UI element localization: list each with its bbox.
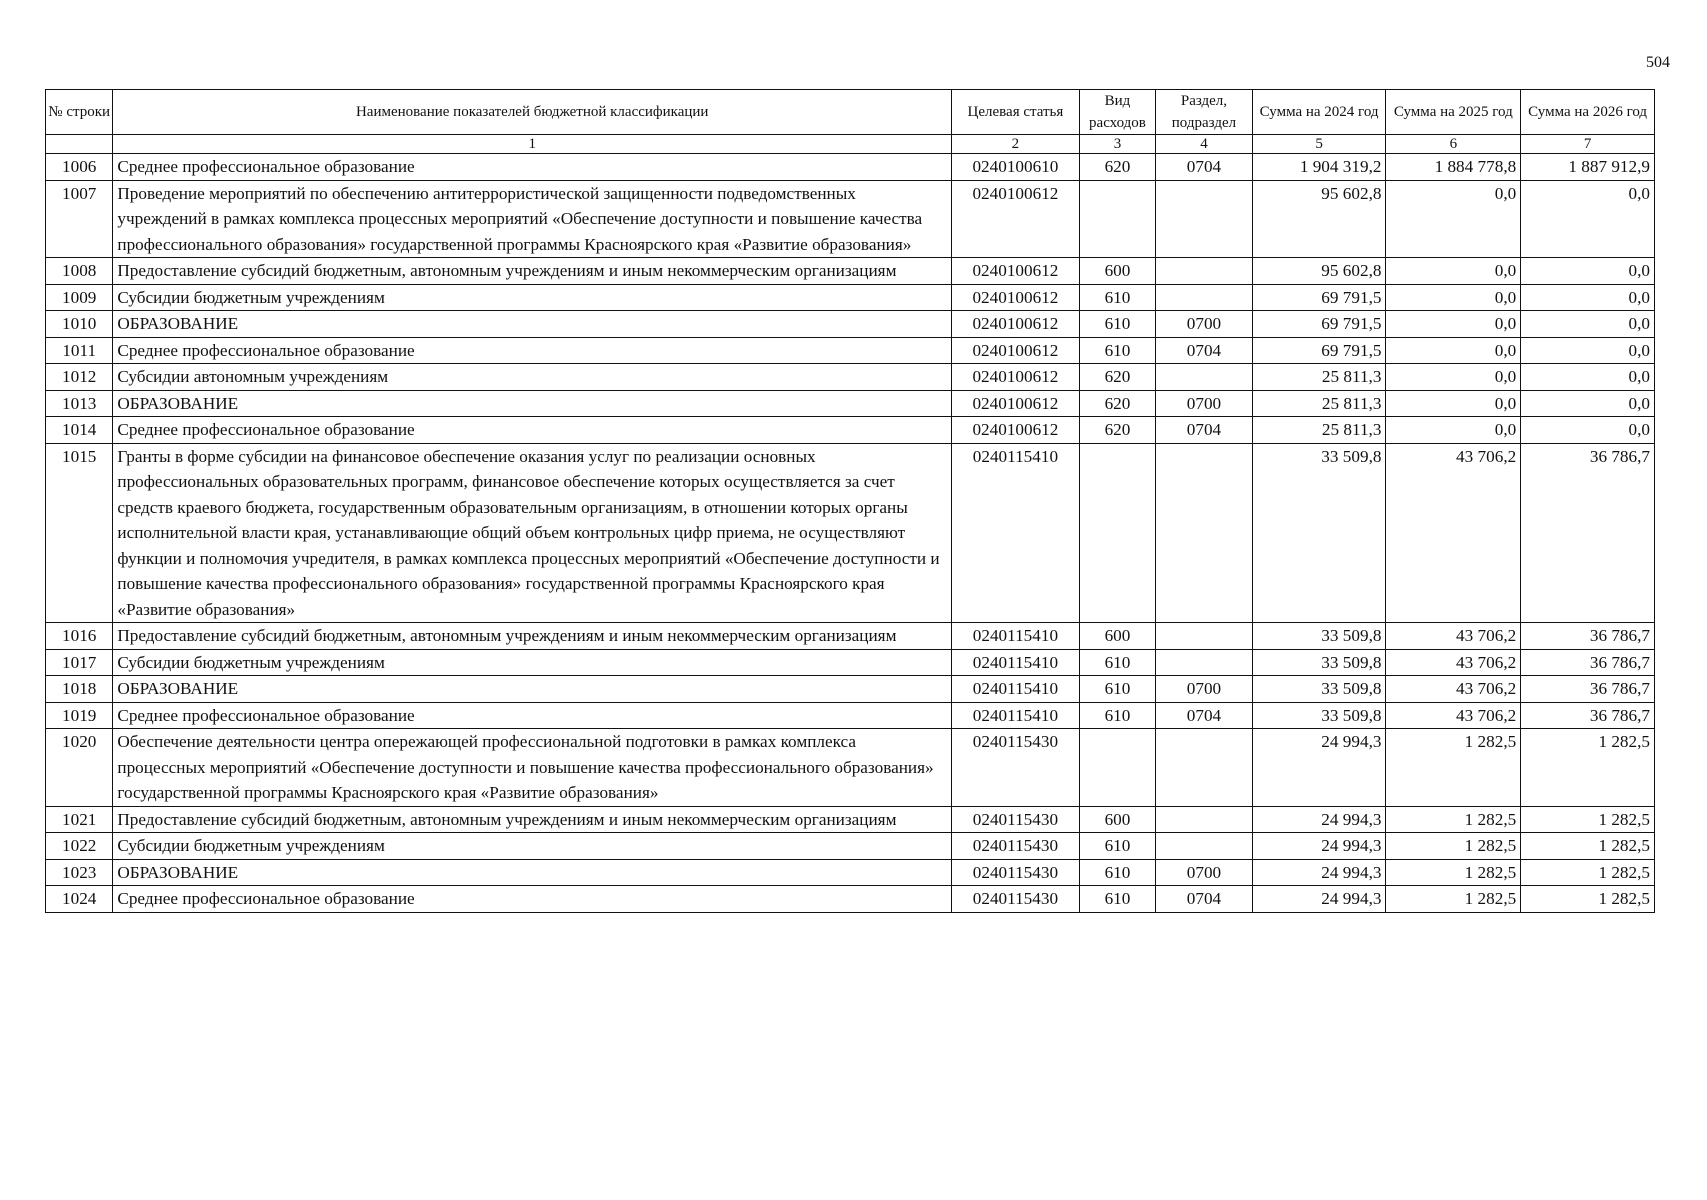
expense-type: 600 xyxy=(1079,806,1155,833)
indicator-name: Предоставление субсидий бюджетным, автономным учреждениям и иным некоммерческим организациям xyxy=(113,258,952,285)
expense-type: 600 xyxy=(1079,258,1155,285)
header-amount-2024: Сумма на 2024 год xyxy=(1252,90,1386,135)
amount-2025: 0,0 xyxy=(1386,364,1521,391)
target-article: 0240100612 xyxy=(952,311,1080,338)
header-row xyxy=(46,90,1655,135)
indicator-name: Предоставление субсидий бюджетным, автономным учреждениям и иным некоммерческим организациям xyxy=(113,623,952,650)
budget-table xyxy=(45,89,1655,913)
amount-2024: 33 509,8 xyxy=(1252,443,1386,623)
expense-type: 620 xyxy=(1079,417,1155,444)
amount-2024: 24 994,3 xyxy=(1252,886,1386,913)
table-row xyxy=(46,337,1655,364)
indicator-name: ОБРАЗОВАНИЕ xyxy=(113,859,952,886)
row-number: 1023 xyxy=(46,859,113,886)
target-article: 0240115430 xyxy=(952,806,1080,833)
section-code xyxy=(1156,258,1253,285)
table-body xyxy=(46,154,1655,913)
table-row xyxy=(46,649,1655,676)
header-row-number: № строки xyxy=(46,90,113,135)
amount-2024: 25 811,3 xyxy=(1252,417,1386,444)
expense-type: 610 xyxy=(1079,702,1155,729)
table-row xyxy=(46,258,1655,285)
column-number: 4 xyxy=(1156,135,1253,154)
table-row xyxy=(46,859,1655,886)
table-row xyxy=(46,833,1655,860)
indicator-name: Среднее профессиональное образование xyxy=(113,337,952,364)
column-number: 7 xyxy=(1521,135,1655,154)
amount-2026: 1 282,5 xyxy=(1521,833,1655,860)
indicator-name: Проведение мероприятий по обеспечению антитеррористической защищенности подведомственных учреждений в рамках комплекса процессных мероприятий «Обеспечение доступности и повышение качества профессионального образования» государственной программы Красноярского края «Развитие образования» xyxy=(113,180,952,258)
table-row xyxy=(46,180,1655,258)
expense-type: 610 xyxy=(1079,886,1155,913)
column-number: 6 xyxy=(1386,135,1521,154)
row-number: 1009 xyxy=(46,284,113,311)
row-number: 1015 xyxy=(46,443,113,623)
section-code xyxy=(1156,180,1253,258)
target-article: 0240115430 xyxy=(952,833,1080,860)
section-code xyxy=(1156,443,1253,623)
amount-2026: 0,0 xyxy=(1521,337,1655,364)
section-code: 0700 xyxy=(1156,311,1253,338)
row-number: 1014 xyxy=(46,417,113,444)
table-row xyxy=(46,284,1655,311)
page-number: 504 xyxy=(1646,54,1670,71)
amount-2025: 0,0 xyxy=(1386,258,1521,285)
amount-2026: 36 786,7 xyxy=(1521,443,1655,623)
table-row xyxy=(46,364,1655,391)
header-expense-type: Вид расходов xyxy=(1079,90,1155,135)
amount-2024: 69 791,5 xyxy=(1252,337,1386,364)
row-number: 1011 xyxy=(46,337,113,364)
indicator-name: Среднее профессиональное образование xyxy=(113,417,952,444)
indicator-name: Предоставление субсидий бюджетным, автономным учреждениям и иным некоммерческим организациям xyxy=(113,806,952,833)
amount-2024: 95 602,8 xyxy=(1252,180,1386,258)
amount-2025: 43 706,2 xyxy=(1386,623,1521,650)
expense-type: 610 xyxy=(1079,859,1155,886)
target-article: 0240100612 xyxy=(952,284,1080,311)
row-number: 1013 xyxy=(46,390,113,417)
amount-2026: 0,0 xyxy=(1521,364,1655,391)
indicator-name: Субсидии автономным учреждениям xyxy=(113,364,952,391)
target-article: 0240115430 xyxy=(952,886,1080,913)
amount-2025: 43 706,2 xyxy=(1386,649,1521,676)
amount-2024: 24 994,3 xyxy=(1252,833,1386,860)
column-number: 2 xyxy=(952,135,1080,154)
indicator-name: ОБРАЗОВАНИЕ xyxy=(113,311,952,338)
section-code xyxy=(1156,364,1253,391)
indicator-name: Гранты в форме субсидии на финансовое обеспечение оказания услуг по реализации основных профессиональных образовательных программ, финансовое обеспечение которых осуществляется за счет средств краевого бюджета, государственным образовательным организациям, в отношении которых органы исполнительной власти края, устанавливающие общий объем контрольных цифр приема, не осуществляют функции и полномочия учредителя, в рамках комплекса процессных мероприятий «Обеспечение доступности и повышение качества профессионального образования» государственной программы Красноярского края «Развитие образования» xyxy=(113,443,952,623)
amount-2024: 33 509,8 xyxy=(1252,676,1386,703)
amount-2025: 1 282,5 xyxy=(1386,806,1521,833)
row-number: 1006 xyxy=(46,154,113,181)
row-number: 1021 xyxy=(46,806,113,833)
header-amount-2026: Сумма на 2026 год xyxy=(1521,90,1655,135)
expense-type: 610 xyxy=(1079,833,1155,860)
expense-type: 610 xyxy=(1079,676,1155,703)
indicator-name: Обеспечение деятельности центра опережающей профессиональной подготовки в рамках комплекса процессных мероприятий «Обеспечение доступности и повышение качества профессионального образования» государственной программы Красноярского края «Развитие образования» xyxy=(113,729,952,807)
table-row xyxy=(46,390,1655,417)
amount-2026: 36 786,7 xyxy=(1521,649,1655,676)
amount-2024: 69 791,5 xyxy=(1252,311,1386,338)
table-row xyxy=(46,443,1655,623)
row-number: 1017 xyxy=(46,649,113,676)
target-article: 0240100612 xyxy=(952,390,1080,417)
header-amount-2025: Сумма на 2025 год xyxy=(1386,90,1521,135)
amount-2024: 33 509,8 xyxy=(1252,649,1386,676)
target-article: 0240100612 xyxy=(952,337,1080,364)
section-code xyxy=(1156,623,1253,650)
amount-2026: 0,0 xyxy=(1521,311,1655,338)
column-number-row xyxy=(46,135,1655,154)
amount-2026: 1 282,5 xyxy=(1521,729,1655,807)
amount-2024: 24 994,3 xyxy=(1252,806,1386,833)
section-code xyxy=(1156,729,1253,807)
amount-2025: 1 884 778,8 xyxy=(1386,154,1521,181)
table-row xyxy=(46,417,1655,444)
amount-2025: 0,0 xyxy=(1386,311,1521,338)
amount-2025: 1 282,5 xyxy=(1386,859,1521,886)
target-article: 0240115410 xyxy=(952,702,1080,729)
amount-2024: 69 791,5 xyxy=(1252,284,1386,311)
table-row xyxy=(46,886,1655,913)
row-number: 1016 xyxy=(46,623,113,650)
amount-2026: 36 786,7 xyxy=(1521,623,1655,650)
row-number: 1020 xyxy=(46,729,113,807)
amount-2026: 0,0 xyxy=(1521,180,1655,258)
section-code xyxy=(1156,284,1253,311)
target-article: 0240115410 xyxy=(952,443,1080,623)
table-row xyxy=(46,729,1655,807)
amount-2024: 24 994,3 xyxy=(1252,859,1386,886)
section-code xyxy=(1156,833,1253,860)
expense-type: 620 xyxy=(1079,364,1155,391)
indicator-name: Среднее профессиональное образование xyxy=(113,886,952,913)
target-article: 0240100612 xyxy=(952,417,1080,444)
amount-2025: 0,0 xyxy=(1386,284,1521,311)
expense-type: 620 xyxy=(1079,390,1155,417)
section-code: 0700 xyxy=(1156,676,1253,703)
indicator-name: Среднее профессиональное образование xyxy=(113,702,952,729)
target-article: 0240100612 xyxy=(952,180,1080,258)
section-code: 0700 xyxy=(1156,859,1253,886)
amount-2026: 0,0 xyxy=(1521,284,1655,311)
amount-2025: 43 706,2 xyxy=(1386,443,1521,623)
amount-2024: 1 904 319,2 xyxy=(1252,154,1386,181)
amount-2025: 1 282,5 xyxy=(1386,729,1521,807)
target-article: 0240115430 xyxy=(952,859,1080,886)
expense-type xyxy=(1079,443,1155,623)
row-number: 1010 xyxy=(46,311,113,338)
amount-2024: 24 994,3 xyxy=(1252,729,1386,807)
column-number: 1 xyxy=(113,135,952,154)
amount-2024: 25 811,3 xyxy=(1252,390,1386,417)
amount-2026: 1 887 912,9 xyxy=(1521,154,1655,181)
header-target-article: Целевая статья xyxy=(952,90,1080,135)
table-row xyxy=(46,702,1655,729)
section-code xyxy=(1156,649,1253,676)
target-article: 0240100612 xyxy=(952,364,1080,391)
amount-2025: 43 706,2 xyxy=(1386,676,1521,703)
expense-type: 610 xyxy=(1079,311,1155,338)
amount-2026: 0,0 xyxy=(1521,258,1655,285)
section-code: 0704 xyxy=(1156,417,1253,444)
indicator-name: Субсидии бюджетным учреждениям xyxy=(113,649,952,676)
column-number: 5 xyxy=(1252,135,1386,154)
expense-type xyxy=(1079,729,1155,807)
row-number: 1007 xyxy=(46,180,113,258)
section-code: 0700 xyxy=(1156,390,1253,417)
target-article: 0240100612 xyxy=(952,258,1080,285)
amount-2026: 0,0 xyxy=(1521,390,1655,417)
target-article: 0240100610 xyxy=(952,154,1080,181)
section-code xyxy=(1156,806,1253,833)
row-number: 1022 xyxy=(46,833,113,860)
table-row xyxy=(46,806,1655,833)
expense-type: 610 xyxy=(1079,337,1155,364)
amount-2026: 36 786,7 xyxy=(1521,702,1655,729)
amount-2024: 33 509,8 xyxy=(1252,623,1386,650)
amount-2024: 33 509,8 xyxy=(1252,702,1386,729)
amount-2026: 0,0 xyxy=(1521,417,1655,444)
amount-2025: 0,0 xyxy=(1386,390,1521,417)
row-number: 1018 xyxy=(46,676,113,703)
amount-2025: 0,0 xyxy=(1386,337,1521,364)
expense-type: 600 xyxy=(1079,623,1155,650)
header-section: Раздел, подраздел xyxy=(1156,90,1253,135)
section-code: 0704 xyxy=(1156,154,1253,181)
amount-2024: 95 602,8 xyxy=(1252,258,1386,285)
indicator-name: ОБРАЗОВАНИЕ xyxy=(113,676,952,703)
expense-type: 620 xyxy=(1079,154,1155,181)
indicator-name: Субсидии бюджетным учреждениям xyxy=(113,833,952,860)
row-number: 1019 xyxy=(46,702,113,729)
target-article: 0240115430 xyxy=(952,729,1080,807)
section-code: 0704 xyxy=(1156,702,1253,729)
amount-2026: 1 282,5 xyxy=(1521,886,1655,913)
amount-2026: 1 282,5 xyxy=(1521,806,1655,833)
indicator-name: Среднее профессиональное образование xyxy=(113,154,952,181)
table-row xyxy=(46,676,1655,703)
amount-2025: 1 282,5 xyxy=(1386,833,1521,860)
target-article: 0240115410 xyxy=(952,649,1080,676)
expense-type xyxy=(1079,180,1155,258)
expense-type: 610 xyxy=(1079,284,1155,311)
expense-type: 610 xyxy=(1079,649,1155,676)
indicator-name: ОБРАЗОВАНИЕ xyxy=(113,390,952,417)
target-article: 0240115410 xyxy=(952,623,1080,650)
section-code: 0704 xyxy=(1156,337,1253,364)
row-number: 1024 xyxy=(46,886,113,913)
table-row xyxy=(46,154,1655,181)
table-row xyxy=(46,311,1655,338)
amount-2025: 1 282,5 xyxy=(1386,886,1521,913)
table-row xyxy=(46,623,1655,650)
indicator-name: Субсидии бюджетным учреждениям xyxy=(113,284,952,311)
amount-2026: 36 786,7 xyxy=(1521,676,1655,703)
section-code: 0704 xyxy=(1156,886,1253,913)
column-number: 3 xyxy=(1079,135,1155,154)
amount-2024: 25 811,3 xyxy=(1252,364,1386,391)
amount-2026: 1 282,5 xyxy=(1521,859,1655,886)
target-article: 0240115410 xyxy=(952,676,1080,703)
amount-2025: 43 706,2 xyxy=(1386,702,1521,729)
amount-2025: 0,0 xyxy=(1386,417,1521,444)
header-indicator-name: Наименование показателей бюджетной классификации xyxy=(113,90,952,135)
column-number xyxy=(46,135,113,154)
row-number: 1008 xyxy=(46,258,113,285)
row-number: 1012 xyxy=(46,364,113,391)
amount-2025: 0,0 xyxy=(1386,180,1521,258)
